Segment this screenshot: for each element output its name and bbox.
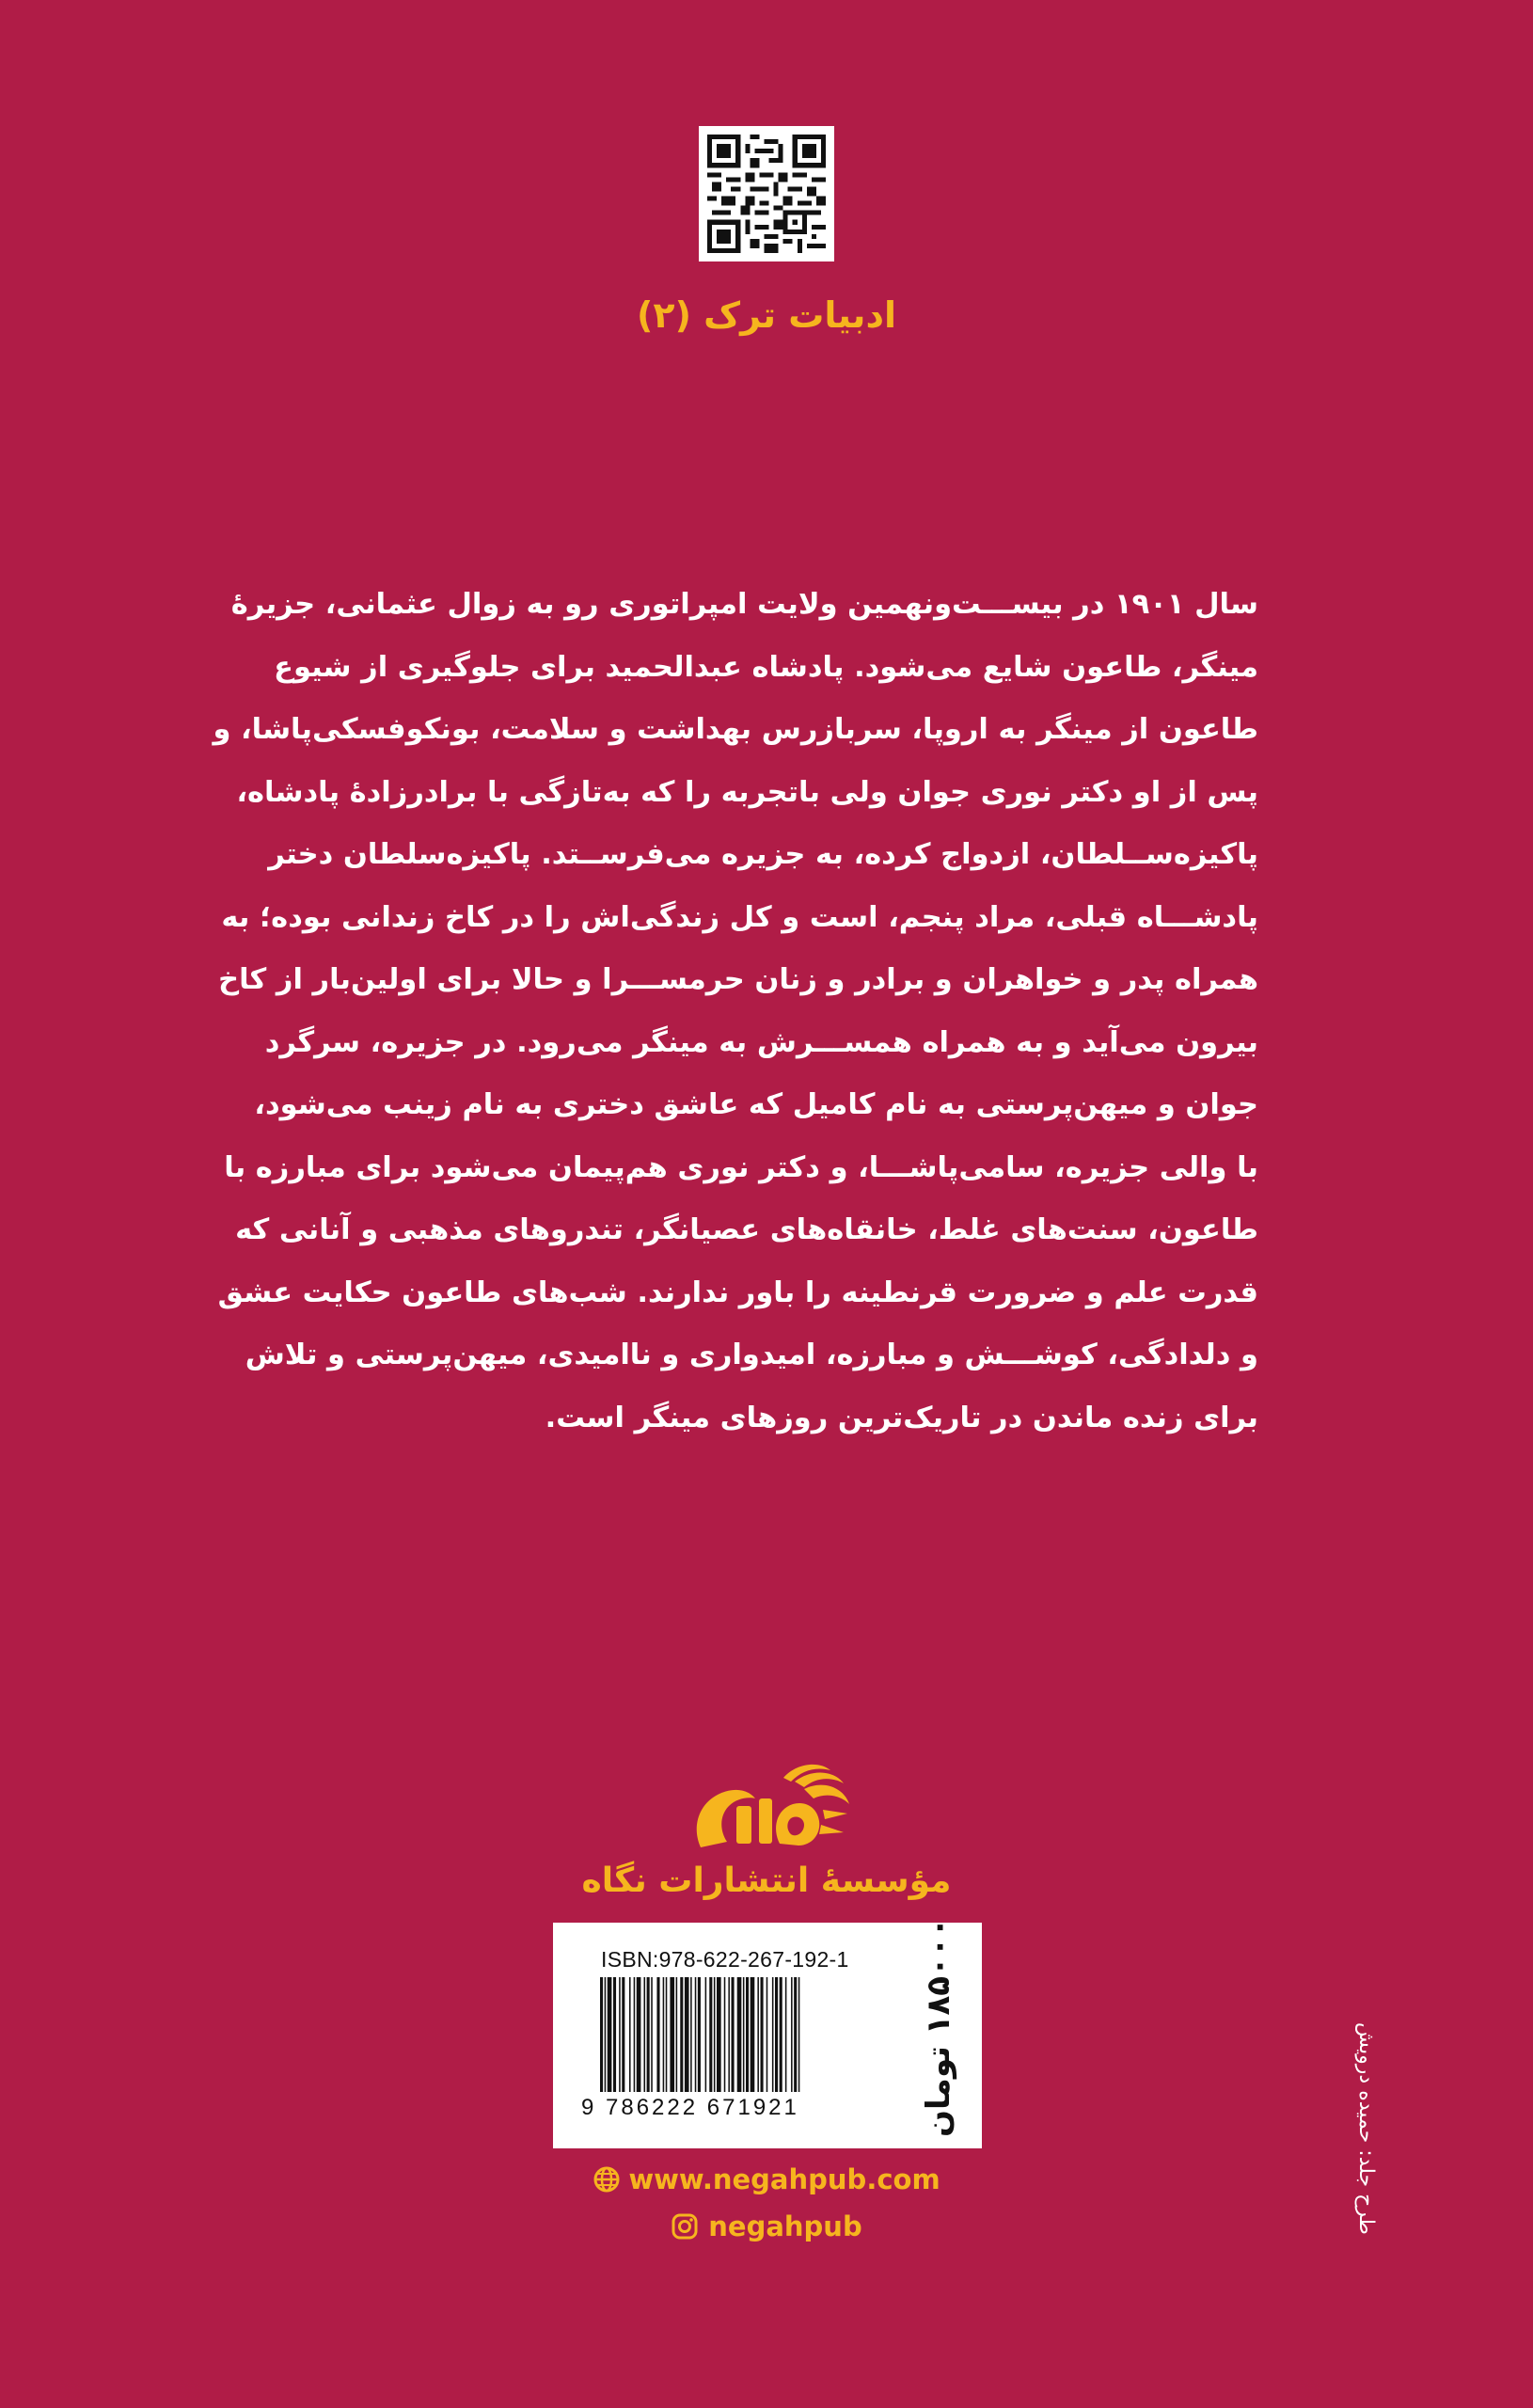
barcode-bar (608, 1977, 612, 2092)
barcode-box (553, 1917, 982, 2148)
barcode-bar (794, 1977, 797, 2092)
blurb-text (213, 574, 1258, 1450)
barcode-bar (743, 1977, 745, 2092)
designer-credit: طرح جلد: حمیده درویش (1354, 2022, 1378, 2235)
website-url[interactable]: www.negahpub.com (628, 2163, 940, 2195)
website-link[interactable] (564, 2158, 969, 2201)
ean-digits: 9 786222 671921 (581, 2095, 799, 2120)
blurb-line: برای زنده ماندن در تاریک‌ترین روزهای مینگر است. (545, 1401, 1258, 1434)
blurb-line: قدرت علم و ضرورت قرنطینه را باور ندارند. شب‌های طاعون حکایت عشق (217, 1275, 1258, 1309)
publisher-name: مؤسسۀ انتشارات نگاه (581, 1861, 952, 1900)
barcode-bar (619, 1977, 621, 2092)
instagram-handle[interactable]: negahpub (708, 2210, 862, 2242)
blurb-line: پس از او دکتر نوری جوان ولی باتجربه را که به‌تازگی با برادرزادۀ پادشاه، (236, 775, 1258, 809)
barcode-bar (656, 1977, 659, 2092)
blurb-line: همراه پدر و خواهران و برادر و زنان حرمســـرا و حالا برای اولین‌بار از کاخ (218, 963, 1258, 996)
blurb-line: جوان و میهن‌پرستی به نام کامیل که عاشق دختری به نام زینب می‌شود، (254, 1088, 1258, 1121)
price: ۱۸۵۰۰۰ تومان (920, 1917, 957, 2137)
barcode-bar (698, 1977, 701, 2092)
qr-code (699, 126, 834, 261)
barcode-bar (629, 1977, 631, 2092)
barcode-bar (717, 1977, 721, 2092)
barcode-bar (634, 1977, 636, 2092)
blurb-line: بیرون می‌آید و به همراه همســـرش به مینگر می‌رود. در جزیره، سرگرد (264, 1025, 1258, 1059)
instagram-icon (671, 2212, 699, 2241)
blurb-line: و دلدادگی، کوشـــش و مبارزه، امیدواری و ناامیدی، میهن‌پرستی و تلاش (245, 1339, 1258, 1371)
barcode-bar (780, 1977, 782, 2092)
blurb-line: سال ۱۹۰۱ در بیســـت‌ونهمین ولایت امپراتوری رو به زوال عثمانی، جزیرۀ (230, 588, 1258, 621)
negah-logo-icon (682, 1761, 851, 1862)
barcode-bar (709, 1977, 712, 2092)
barcode-bar (732, 1977, 735, 2092)
instagram-link[interactable] (564, 2205, 969, 2248)
barcode-bar (670, 1977, 674, 2092)
barcode-bar (644, 1977, 646, 2092)
barcode-bar (613, 1977, 616, 2092)
barcode-bar (666, 1977, 668, 2092)
barcode-bar (798, 1977, 800, 2092)
blurb-line: طاعون از مینگر به اروپا، سربازرس بهداشت و سلامت، بونکوفسکی‌پاشا، و (213, 713, 1258, 746)
isbn-number: ISBN:978-622-267-192-1 (601, 1947, 849, 1972)
barcode-bar (791, 1977, 793, 2092)
blurb-line: پاکیزه‌ســلطان، ازدواج کرده، به جزیره می‌فرســتد. پاکیزه‌سلطان دختر (268, 838, 1258, 871)
globe-icon (593, 2165, 621, 2194)
barcode-bar (728, 1977, 730, 2092)
barcode-bar (751, 1977, 755, 2092)
blurb-line: مینگر، طاعون شایع می‌شود. پادشاه عبدالحمید برای جلوگیری از شیوع (274, 650, 1258, 684)
series-title: ادبیات ترک (۲) (637, 294, 896, 336)
barcode-bar (761, 1977, 764, 2092)
barcode-bar (663, 1977, 665, 2092)
barcode-bar (737, 1977, 742, 2092)
qr-code-icon (707, 135, 826, 253)
barcode-bar (685, 1977, 689, 2092)
barcode-bar (705, 1977, 707, 2092)
barcode-bar (600, 1977, 603, 2092)
barcode-bar (714, 1977, 716, 2092)
barcode-bar (622, 1977, 624, 2092)
barcode-bar (651, 1977, 653, 2092)
blurb-line: پادشـــاه قبلی، مراد پنجم، است و کل زندگی‌اش را در کاخ زندانی بوده؛ به (221, 900, 1258, 934)
blurb-line: طاعون، سنت‌های غلط، خانقاه‌های عصیانگر، تندروهای مذهبی و آنانی که (235, 1213, 1258, 1246)
barcode-bar (680, 1977, 683, 2092)
barcode-bar (724, 1977, 726, 2092)
barcode-bar (695, 1977, 697, 2092)
barcode-bar (637, 1977, 641, 2092)
barcode-bar (690, 1977, 692, 2092)
barcode-bar (605, 1977, 607, 2092)
barcode-bar (772, 1977, 774, 2092)
barcode-bar (775, 1977, 778, 2092)
barcode-bar (766, 1977, 768, 2092)
barcode-icon (600, 1977, 878, 2113)
blurb-line: با والی جزیره، سامی‌پاشـــا، و دکتر نوری هم‌پیمان می‌شود برای مبارزه با (224, 1150, 1258, 1184)
barcode-bar (746, 1977, 749, 2092)
barcode-bar (647, 1977, 650, 2092)
barcode-bar (676, 1977, 678, 2092)
barcode-bar (757, 1977, 759, 2092)
barcode-bar (785, 1977, 787, 2092)
